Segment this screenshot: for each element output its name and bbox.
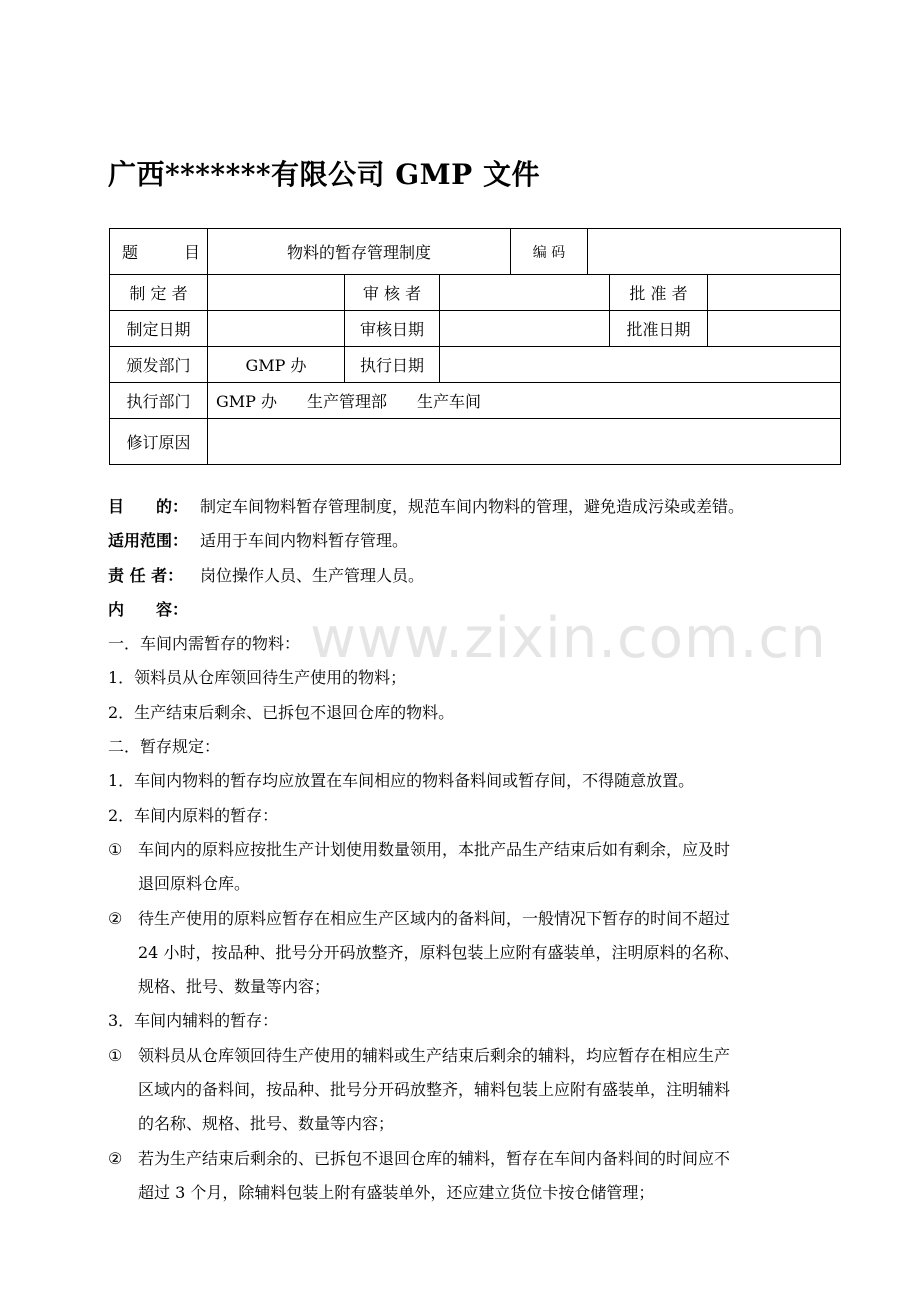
review-date-label: 审核日期 [345, 311, 440, 347]
subject-label: 题 目 [110, 229, 208, 275]
content-heading: 内 容： [108, 599, 189, 619]
code-label: 编 码 [511, 229, 588, 275]
section-2-item-3-b: ② 若为生产结束后剩余的、已拆包不退回仓库的辅料，暂存在车间内备料间的时间应不 [108, 1148, 731, 1168]
exec-dept-value [208, 383, 841, 419]
approver-value [708, 275, 841, 311]
section-2-item-2-b-cont-1: 24 小时，按品种、批号分开码放整齐，原料包装上应附有盛装单，注明原料的名称、 [138, 942, 740, 962]
exec-dept-label: 执行部门 [110, 383, 208, 419]
revision-label: 修订原因 [110, 419, 208, 465]
section-2-title: 二．暂存规定： [108, 737, 221, 757]
exec-date-value [440, 347, 841, 383]
section-2-item-3-a-cont-2: 的名称、规格、批号、数量等内容； [138, 1114, 395, 1134]
code-value [588, 229, 841, 275]
document-body [108, 490, 828, 1210]
watermark: www.zixin.com.cn [310, 606, 827, 671]
section-2-item-3-a: ① 领料员从仓库领回待生产使用的辅料或生产结束后剩余的辅料，均应暂存在相应生产 [108, 1045, 731, 1065]
issue-dept-value: GMP 办 [208, 347, 345, 383]
reviewer-label: 审 核 者 [345, 275, 440, 311]
section-2-item-1: 1．车间内物料的暂存均应放置在车间相应的物料备料间或暂存间，不得随意放置。 [108, 771, 695, 791]
section-2-item-2-a: ① 车间内的原料应按批生产计划使用数量领用，本批产品生产结束后如有剩余，应及时 [108, 839, 731, 859]
section-2-item-3-b-cont: 超过 3 个月，除辅料包装上附有盛装单外，还应建立货位卡按仓储管理； [138, 1182, 655, 1202]
page-title: 广西*******有限公司 GMP 文件 [108, 158, 540, 191]
exec-dept-workshop: 生产车间 [417, 392, 482, 411]
approver-label: 批 准 者 [610, 275, 708, 311]
section-2-item-3-a-cont-1: 区域内的备料间，按品种、批号分开码放整齐，辅料包装上应附有盛装单，注明辅料 [138, 1080, 731, 1100]
purpose-line: 目 的： 制定车间物料暂存管理制度，规范车间内物料的管理，避免造成污染或差错。 [108, 497, 745, 516]
section-1-item-2: 2．生产结束后剩余、已拆包不退回仓库的物料。 [108, 702, 455, 722]
revision-value [208, 419, 841, 465]
section-2-item-2-b-cont-2: 规格、批号、数量等内容； [138, 977, 331, 997]
section-2-item-3: 3．车间内辅料的暂存： [108, 1011, 279, 1031]
exec-dept-production-mgmt: 生产管理部 [307, 392, 388, 411]
document-info-table [109, 228, 841, 465]
author-value [208, 275, 345, 311]
approve-date-label: 批准日期 [610, 311, 708, 347]
section-1-title: 一．车间内需暂存的物料： [108, 634, 301, 654]
author-date-value [208, 311, 345, 347]
exec-dept-gmp: GMP 办 [216, 392, 278, 411]
section-2-item-2: 2．车间内原料的暂存： [108, 805, 279, 825]
section-2-item-2-a-cont: 退回原料仓库。 [138, 874, 251, 894]
scope-line: 适用范围： 适用于车间内物料暂存管理。 [108, 531, 409, 551]
author-label: 制 定 者 [110, 275, 208, 311]
issue-dept-label: 颁发部门 [110, 347, 208, 383]
section-1-item-1: 1．领料员从仓库领回待生产使用的物料； [108, 668, 407, 688]
review-date-value [440, 311, 610, 347]
responsibility-line: 责 任 者： 岗位操作人员、生产管理人员。 [108, 565, 425, 585]
section-2-item-2-b: ② 待生产使用的原料应暂存在相应生产区域内的备料间，一般情况下暂存的时间不超过 [108, 908, 731, 928]
author-date-label: 制定日期 [110, 311, 208, 347]
subject-value: 物料的暂存管理制度 [208, 229, 511, 275]
reviewer-value [440, 275, 610, 311]
exec-date-label: 执行日期 [345, 347, 440, 383]
approve-date-value [708, 311, 841, 347]
